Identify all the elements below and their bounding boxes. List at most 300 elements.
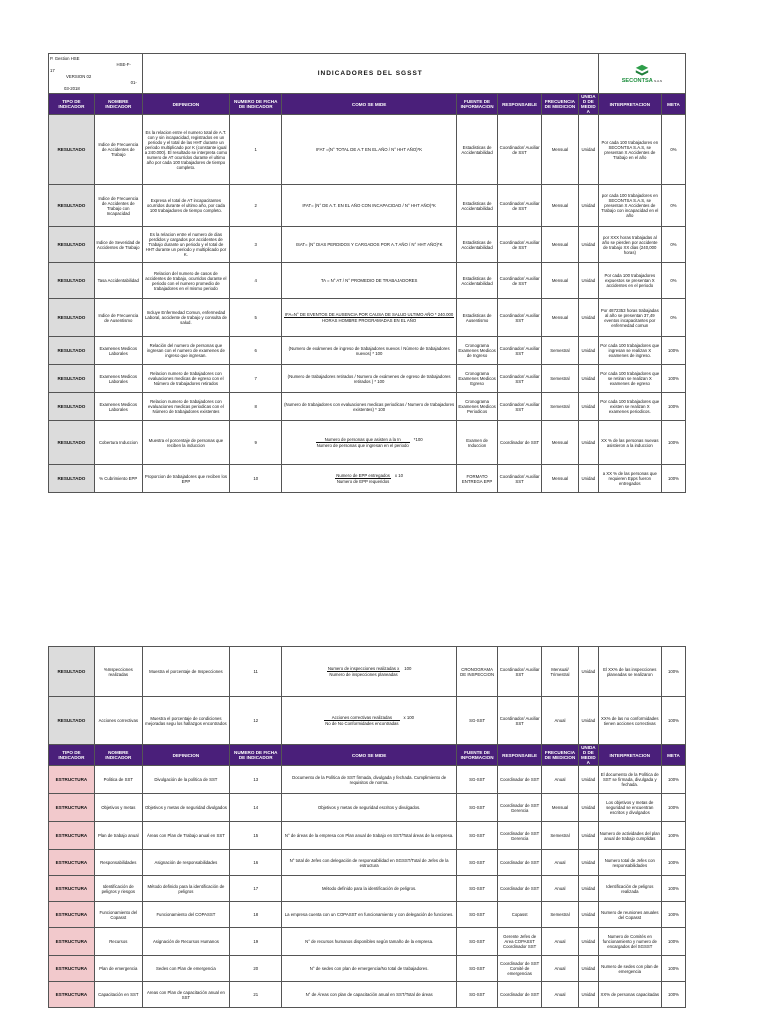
nombre-cell: Indice de Frecuencia de Ausentismo [94, 299, 142, 337]
ficha-cell: 20 [230, 956, 282, 982]
mide-cell: Documento de la Política de SST firmada, divulgada y fechada. Cumplimiento de requisitos de norma. [282, 766, 457, 794]
mide-cell [282, 697, 457, 745]
fuente-cell: FORMATO ENTREGA EPP [456, 465, 497, 493]
unidad-cell: Unidad [579, 822, 599, 850]
frecuencia-cell: Anual [541, 876, 578, 902]
definicion-cell: Relación del numero de personas que ingresan con el numero de examenes de ingreso que ingresan. [142, 337, 229, 365]
definicion-cell: Asignación de responsabilidades [142, 850, 229, 876]
nombre-cell: Examenes Medicos Laborales [94, 365, 142, 393]
fuente-cell: SG-SST [456, 794, 497, 822]
definicion-cell: Muestra el porcentaje de Inspecciones [142, 647, 229, 697]
meta-cell: 100% [661, 393, 685, 421]
mide-cell [282, 299, 456, 337]
tipo-cell: ESTRUCTURA [49, 766, 95, 794]
nombre-cell: Indice de Frecuencia de Accidentes de Trabajo con Incapacidad [94, 185, 142, 227]
col-meta: META [661, 94, 685, 115]
fuente-cell: Estadisticas de Ausentismo [456, 299, 497, 337]
col-tipo: TIPO DE INDICADOR [49, 94, 95, 115]
tipo-cell: RESULTADO [49, 421, 95, 465]
meta-cell: 100% [661, 956, 685, 982]
meta-cell: 100% [661, 647, 685, 697]
definicion-cell: Objetivos y metas de seguridad divulgados [142, 794, 229, 822]
responsable-cell: Coordinador/ Auxiliar SST [498, 465, 542, 493]
formula-factor: 100 [404, 666, 412, 671]
table-row [49, 263, 686, 299]
fuente-cell: SG-SST [456, 928, 497, 956]
tipo-cell: RESULTADO [49, 697, 95, 745]
unidad-cell: Unidad [578, 393, 598, 421]
responsable-cell: Coordinador de SST [498, 982, 542, 1008]
col-ficha: NUMERO DE FICHA DE INDICADOR [230, 94, 282, 115]
doc-date-2: 03-2018 [64, 86, 80, 91]
table-row [49, 876, 686, 902]
unidad-cell: Unidad [578, 263, 598, 299]
column-header-row-2 [49, 745, 686, 766]
tipo-cell: RESULTADO [49, 393, 95, 421]
col-interpretacion: INTERPRETACION [598, 94, 661, 115]
doc-code-2: 17 [50, 68, 55, 73]
mide-cell: N° de Áreas con plan de capacitación anual en SST/Total de áreas [282, 982, 457, 1008]
tipo-cell: RESULTADO [49, 263, 95, 299]
interpretacion-cell: Por cada 100 trabajadores expuestos se presentan X accidentes en el periodo [598, 263, 661, 299]
frecuencia-cell: Mensual [541, 115, 578, 185]
table-row [49, 902, 686, 928]
interpretacion-cell: por XXX horas trabajadas al año se pierden por accidente de trabajo XX dias (240,000 horas) [598, 227, 661, 263]
responsable-cell: Coordinador/ Auxiliar de SST [498, 263, 542, 299]
meta-cell: 0% [661, 263, 685, 299]
nombre-cell: Acciones correctivas [94, 697, 142, 745]
fuente-cell: SG-SST [456, 766, 497, 794]
meta-cell: 0% [661, 299, 685, 337]
col-responsable: RESPONSABLE [498, 94, 542, 115]
unidad-cell: Unidad [579, 794, 599, 822]
interpretacion-cell: Por cada 100 trabajadores que se retiran se realizan X examenes de egreso [598, 365, 661, 393]
definicion-cell: Muestra el porcentaje de personas que reciben la induccion [142, 421, 229, 465]
unidad-cell: Unidad [579, 956, 599, 982]
formula-factor: *100 [413, 437, 423, 442]
frecuencia-cell: Semestral [541, 902, 578, 928]
frecuencia-cell: Anual [541, 697, 578, 745]
meta-cell: 100% [661, 337, 685, 365]
doc-header-row [49, 54, 686, 94]
table-row [49, 956, 686, 982]
ficha-cell: 17 [230, 876, 282, 902]
tipo-cell: ESTRUCTURA [49, 982, 95, 1008]
unidad-cell: Unidad [578, 299, 598, 337]
table-row [49, 365, 686, 393]
doc-process: P. Gestion HSE [50, 56, 80, 61]
mide-cell: (Numero de exámenes de ingreso de trabajadores nuevos / Número de trabajadores nuevos) * 100 [282, 337, 456, 365]
mide-cell: Objetivos y metas de seguridad escritos y divulgados. [282, 794, 457, 822]
table-row [49, 697, 686, 745]
meta-cell: 0% [661, 185, 685, 227]
definicion-cell: Asignación de Recursos Humanos [142, 928, 229, 956]
table-row [49, 928, 686, 956]
definicion-cell: Divulgación de la política de SST [142, 766, 229, 794]
table-row [49, 850, 686, 876]
table-row [49, 393, 686, 421]
responsable-cell: Coordinador/ Auxiliar SST [498, 365, 542, 393]
unidad-cell: Unidad [578, 185, 598, 227]
unidad-cell: Unidad [578, 337, 598, 365]
table-row [49, 337, 686, 365]
mide-cell: N° total de Jefes con delegación de responsabilidad en SGSST/Total de Jefes de la estructura [282, 850, 457, 876]
formula-denominator: No de No Conformidades encontradas [325, 721, 399, 726]
formula-fraction [335, 473, 391, 484]
doc-meta [49, 54, 143, 94]
secontsa-logo-icon [634, 64, 650, 78]
nombre-cell: Politica de SST [94, 766, 142, 794]
indicators-table-page-2 [48, 646, 686, 1008]
unidad-cell: Unidad [578, 465, 598, 493]
frecuencia-cell: Anual [541, 850, 578, 876]
meta-cell: 100% [661, 850, 685, 876]
frecuencia-cell: Semestral [541, 393, 578, 421]
nombre-cell: %Inspecciones realizadas [94, 647, 142, 697]
ficha-cell: 3 [230, 227, 282, 263]
definicion-cell: Método definido para la identificación de peligros [142, 876, 229, 902]
interpretacion-cell: por cada 100 trabajadores en SECONTSA S.A.S, se presentan X Accidentes de Trabajo con incapacidad en el año [598, 185, 661, 227]
ficha-cell: 12 [230, 697, 282, 745]
doc-date-1: 01- [130, 80, 137, 85]
unidad-cell: Unidad [579, 902, 599, 928]
meta-cell: 100% [661, 697, 685, 745]
ficha-cell: 8 [230, 393, 282, 421]
responsable-cell: Coordinador/ Auxiliar SST [498, 697, 542, 745]
tipo-cell: RESULTADO [49, 227, 95, 263]
definicion-cell: Muestra el porcentaje de condiciones mejoradas segu los hallazgos encontrados [142, 697, 229, 745]
col-ficha: NUMERO DE FICHA DE INDICADOR [230, 745, 282, 766]
interpretacion-cell: Identificación de peligros realizada [598, 876, 661, 902]
ficha-cell: 4 [230, 263, 282, 299]
col-unidad: UNIDAD DE MEDIDA [578, 94, 598, 115]
responsable-cell: Coordinador/ Auxiliar SST [498, 299, 542, 337]
col-meta: META [661, 745, 685, 766]
table-row [49, 982, 686, 1008]
interpretacion-cell: XX% de personas capacitadas [598, 982, 661, 1008]
meta-cell: 0% [661, 115, 685, 185]
nombre-cell: Tasa Accidentabilidad [94, 263, 142, 299]
col-mide: COMO SE MIDE [282, 94, 456, 115]
ficha-cell: 6 [230, 337, 282, 365]
frecuencia-cell: Anual [541, 982, 578, 1008]
interpretacion-cell: Los objetivos y metas de seguridad se encuentran escritos y divulgados [598, 794, 661, 822]
mide-cell: N° de recursos humanos disponibles según tamaño de la empresa. [282, 928, 457, 956]
unidad-cell: Unidad [579, 647, 599, 697]
nombre-cell: Plan de emergencia [94, 956, 142, 982]
col-nombre: NOMBRE INDICADOR [94, 745, 142, 766]
tipo-cell: ESTRUCTURA [49, 822, 95, 850]
meta-cell: 100% [661, 421, 685, 465]
formula-denominator: Numero de personas que ingresan en el periodo [316, 443, 409, 448]
col-responsable: RESPONSABLE [498, 745, 542, 766]
tipo-cell: RESULTADO [49, 365, 95, 393]
meta-cell: 100% [661, 928, 685, 956]
definicion-cell: Áreas con Plan de Trabajo anual en SST [142, 822, 229, 850]
col-frecuencia: FRECUENCIA DE MEDICION [541, 745, 578, 766]
tipo-cell: RESULTADO [49, 647, 95, 697]
fuente-cell: SG-SST [456, 697, 497, 745]
meta-cell: 100% [661, 365, 685, 393]
table-row [49, 794, 686, 822]
responsable-cell: Coordinador/ Auxiliar SST [498, 393, 542, 421]
unidad-cell: Unidad [578, 115, 598, 185]
interpretacion-cell: Numero de Comités en funcionamiento y numero de encargados del SGSST [598, 928, 661, 956]
col-unidad: UNIDAD DE MEDIDA [579, 745, 599, 766]
mide-cell: N° de áreas de la empresa con Plan anual de trabajo en SST/Total áreas de la empresa. [282, 822, 457, 850]
mide-cell: (Numero de trabajadores con evaluaciones medicas periodicas / Numero de trabajadores existentes) * 100 [282, 393, 456, 421]
mide-cell: TA = N° AT / N° PROMEDIO DE TRABAJADORES [282, 263, 456, 299]
formula-fraction [316, 437, 410, 448]
ficha-cell: 1 [230, 115, 282, 185]
nombre-cell: Capacitación en SST [94, 982, 142, 1008]
definicion-cell: Proporcion de trabajadores que reciben los EPP [142, 465, 229, 493]
logo-cell [598, 54, 685, 94]
responsable-cell: Coordinador de SST [498, 876, 542, 902]
frecuencia-cell: Semestral [541, 822, 578, 850]
meta-cell: 100% [661, 822, 685, 850]
fuente-cell: Cronograma Examenes Medicos de Ingreso [456, 337, 497, 365]
nombre-cell: Funcionamiento del Copasst [94, 902, 142, 928]
definicion-cell: Incluye Enfermedad Comun, enfermedad Laboral, accidente de trabajo y consulta de salud. [142, 299, 229, 337]
mide-cell: N° de sedes con plan de emergencia/No total de trabajadores. [282, 956, 457, 982]
fuente-cell: SG-SST [456, 956, 497, 982]
mide-cell: IFAT= (N° DE A.T. EN EL AÑO CON INCAPACIDAD / N° HHT AÑO)*K [282, 185, 456, 227]
responsable-cell: Coordinador/ Auxiliar SST [498, 337, 542, 365]
col-definicion: DEFINICION [142, 745, 229, 766]
responsable-cell: Coordinador/ Auxiliar de SST [498, 227, 542, 263]
fuente-cell: SG-SST [456, 850, 497, 876]
tipo-cell: ESTRUCTURA [49, 928, 95, 956]
formula-denominator: Numero de EPP requeridos [336, 479, 390, 484]
mide-cell [282, 647, 457, 697]
frecuencia-cell: Anual [541, 956, 578, 982]
interpretacion-cell: Por cada 100 trabajadores que ingresan se realizan X examenes de ingreso. [598, 337, 661, 365]
table-row [49, 185, 686, 227]
fuente-cell: SG-SST [456, 982, 497, 1008]
definicion-cell: Sedes con Plan de emergencia [142, 956, 229, 982]
unidad-cell: Unidad [579, 876, 599, 902]
col-fuente: FUENTE DE INFORMACION [456, 745, 497, 766]
tipo-cell: ESTRUCTURA [49, 956, 95, 982]
definicion-cell: Relacion del numero de casos de accidentes de trabajo, ocurridos durante el periodo con el numero promedio de trabajadores en el mismo periodo [142, 263, 229, 299]
doc-code: HSE-F- [116, 62, 131, 67]
formula-numerator: Numero de EPP entregados [336, 473, 390, 478]
frecuencia-cell: Mensual/ Trimestral [541, 647, 578, 697]
col-mide: COMO SE MIDE [282, 745, 457, 766]
meta-cell: 0% [661, 227, 685, 263]
responsable-cell: Coordinador/ Auxiliar SST [498, 647, 542, 697]
col-fuente: FUENTE DE INFORMACION [456, 94, 497, 115]
interpretacion-cell: El XX% de las inspecciones planeadas se realizaron [598, 647, 661, 697]
frecuencia-cell: Anual [541, 928, 578, 956]
responsable-cell: Gerente Jefes de Area COPASST Coordinador SST [498, 928, 542, 956]
nombre-cell: Responsabilidades [94, 850, 142, 876]
nombre-cell: Recursos [94, 928, 142, 956]
tipo-cell: RESULTADO [49, 465, 95, 493]
nombre-cell: Identificación de peligros y riesgos [94, 876, 142, 902]
doc-version: VERSION 02 [66, 74, 92, 79]
nombre-cell: Indice de Severidad de Accidentes de Trabajo [94, 227, 142, 263]
meta-cell: 100% [661, 766, 685, 794]
unidad-cell: Unidad [578, 365, 598, 393]
frecuencia-cell: Anual [541, 766, 578, 794]
ficha-cell: 19 [230, 928, 282, 956]
ficha-cell: 13 [230, 766, 282, 794]
definicion-cell: Es la relacion entre el numero total de A.T. con y sin incapacidad, registrados en un periodo y el total de las HHT durante un periodo multiplicado por K (constante igual a 240.000). El resultado se interpreta como numero de AT ocurridos durante el ultimo año por cada 100 trabajadores de tiempo completo. [142, 115, 229, 185]
frecuencia-cell: Mensual [541, 421, 578, 465]
interpretacion-cell: Por cada 100 trabajadores en SECONTSA S.A.S, se presentan X Accidentes de Trabajo en el año [598, 115, 661, 185]
definicion-cell: Relacion numero de trabajadores con evaluaciones medicas periodicas con el Número de trabajadores existentes [142, 393, 229, 421]
interpretacion-cell: XX % de las personas nuevas asistieron a la induccion [598, 421, 661, 465]
col-frecuencia: FRECUENCIA DE MEDICION [541, 94, 578, 115]
definicion-cell: Expresa el total de AT incapacitantes ocurridos durante el ultimo año, por cada 100 trabajadores de tiempo completo. [142, 185, 229, 227]
table-row [49, 766, 686, 794]
formula-numerator: Numero de inspecciones realizadas x [327, 666, 400, 671]
unidad-cell: Unidad [579, 850, 599, 876]
unidad-cell: Unidad [579, 766, 599, 794]
fuente-cell: SG-SST [456, 876, 497, 902]
nombre-cell: Objetivos y metas [94, 794, 142, 822]
definicion-cell: Funcionamiento del COPASST [142, 902, 229, 928]
interpretacion-cell: Numero de reuniones anuales del Copasst [598, 902, 661, 928]
meta-cell: 100% [661, 902, 685, 928]
ficha-cell: 16 [230, 850, 282, 876]
ficha-cell: 15 [230, 822, 282, 850]
table-row [49, 115, 686, 185]
tipo-cell: RESULTADO [49, 337, 95, 365]
nombre-cell: % Cubrimiento EPP [94, 465, 142, 493]
col-nombre: NOMBRE INDICADOR [94, 94, 142, 115]
interpretacion-cell: El documento de la Política de SST se firmada, divulgada y fechada. [598, 766, 661, 794]
frecuencia-cell: Mensual [541, 465, 578, 493]
interpretacion-cell: Numero de sedes con plan de emergencia [598, 956, 661, 982]
responsable-cell: Coordinador de SST Gerencia [498, 794, 542, 822]
tipo-cell: RESULTADO [49, 185, 95, 227]
doc-title: INDICADORES DEL SGSST [142, 54, 598, 94]
mide-cell: Método definido para la identificación de peligros. [282, 876, 457, 902]
mide-cell [282, 421, 456, 465]
column-header-row [49, 94, 686, 115]
meta-cell: 100% [661, 982, 685, 1008]
table-row [49, 822, 686, 850]
fuente-cell: Cronograma Examenes Medicos Periodicos [456, 393, 497, 421]
tipo-cell: ESTRUCTURA [49, 794, 95, 822]
unidad-cell: Unidad [579, 928, 599, 956]
mide-cell: IFAT =(N° TOTAL DE A.T EN EL AÑO / N° HHT AÑO)*K [282, 115, 456, 185]
frecuencia-cell: Mensual [541, 794, 578, 822]
frecuencia-cell: Semestral [541, 365, 578, 393]
mide-cell: (Numero de trabajadores retirados / Numero de exámenes de egreso de trabajadores retirados ) * 100 [282, 365, 456, 393]
responsable-cell: Coordinador/ Auxiliar de SST [498, 115, 542, 185]
fuente-cell: Estadisticas de Accidentabilidad [456, 227, 497, 263]
unidad-cell: Unidad [578, 227, 598, 263]
fuente-cell: Estadisticas de Accidentabilidad [456, 263, 497, 299]
tipo-cell: ESTRUCTURA [49, 850, 95, 876]
interpretacion-cell: XX% de las no conformidades tienen acciones correctivas [598, 697, 661, 745]
nombre-cell: Plan de trabajo anual [94, 822, 142, 850]
tipo-cell: RESULTADO [49, 115, 95, 185]
frecuencia-cell: Mensual [541, 299, 578, 337]
meta-cell: 100% [661, 794, 685, 822]
fuente-cell: Cronograma Examenes Medicos Egreso [456, 365, 497, 393]
definicion-cell: Areas con Plan de capacitación anual en SST [142, 982, 229, 1008]
fuente-cell: Examen de Induccion [456, 421, 497, 465]
responsable-cell: Coordinador de SST [498, 850, 542, 876]
nombre-cell: Indice de Frecuencia de Accidentes de Trabajo [94, 115, 142, 185]
interpretacion-cell: Numero de actividades del plan anual de trabajo cumplidas [598, 822, 661, 850]
table-row [49, 647, 686, 697]
tipo-cell: RESULTADO [49, 299, 95, 337]
table-row [49, 465, 686, 493]
formula-numerator: Numero de personas que asisten a la In [316, 437, 410, 443]
meta-cell: 100% [661, 465, 685, 493]
ficha-cell: 2 [230, 185, 282, 227]
frecuencia-cell: Semestral [541, 337, 578, 365]
interpretacion-cell: Numero total de Jefes con responsabilidades [598, 850, 661, 876]
tipo-cell: ESTRUCTURA [49, 902, 95, 928]
interpretacion-cell: a XX % de las personas que requieren Epps fueron entregados [598, 465, 661, 493]
responsable-cell: Coordinador de SST [498, 421, 542, 465]
unidad-cell: Unidad [579, 982, 599, 1008]
logo-text: SECONTSA S.A.S [621, 77, 662, 84]
nombre-cell: Cobertura Induccion [94, 421, 142, 465]
mide-cell: La empresa cuenta con un COPASST en funcionamiento y con delegación de funciones. [282, 902, 457, 928]
ficha-cell: 5 [230, 299, 282, 337]
fuente-cell: Estadisticas de Accidentabilidad [456, 115, 497, 185]
formula-denominator: Numero de inspecciones planeadas [329, 672, 398, 677]
frecuencia-cell: Mensual [541, 227, 578, 263]
ficha-cell: 14 [230, 794, 282, 822]
fuente-cell: CRONOGRAMA DE INSPECCION [456, 647, 497, 697]
formula-fraction [324, 715, 399, 726]
formula-numerator: Acciones correctivas realizadas [324, 715, 399, 721]
interpretacion-cell: Por cada 100 trabajadores que existen se realizan X examenes periodicos. [598, 393, 661, 421]
mide-cell: ISAT= (N° DIAS PERDIDOS Y CARGADOS POR A.T AÑO / N° HHT AÑO)*K [282, 227, 456, 263]
frecuencia-cell: Mensual [541, 263, 578, 299]
indicators-table-page-1 [48, 53, 686, 493]
ficha-cell: 11 [230, 647, 282, 697]
fuente-cell: SG-SST [456, 902, 497, 928]
formula-factor: x 10 [394, 473, 404, 478]
responsable-cell: Coordinador de SST [498, 766, 542, 794]
formula-denominator: HORAS HOMBRE PROGRAMADAS EN EL AÑO [322, 318, 417, 323]
tipo-cell: ESTRUCTURA [49, 876, 95, 902]
ficha-cell: 21 [230, 982, 282, 1008]
table-row [49, 421, 686, 465]
col-interpretacion: INTERPRETACION [598, 745, 661, 766]
formula-fraction [327, 666, 400, 677]
table-row [49, 227, 686, 263]
col-tipo: TIPO DE INDICADOR [49, 745, 95, 766]
responsable-cell: Copasst [498, 902, 542, 928]
fuente-cell: SG-SST [456, 822, 497, 850]
interpretacion-cell: Por 4872353 horas trabajadas al año se presentan 37,49 eventos incapacitantes por enfermedad comun [598, 299, 661, 337]
responsable-cell: Coordinador/ Auxiliar de SST [498, 185, 542, 227]
definicion-cell: Relacion numero de trabajadores con evaluaciones medicas de egreso con el Número de trabajadores retirados [142, 365, 229, 393]
ficha-cell: 18 [230, 902, 282, 928]
formula-numerator: IFA=N° DE EVENTOS DE AUSENCIA POR CAUSA DE SALUD ULTIMO AÑO * 240.000 [284, 312, 454, 317]
mide-cell [282, 465, 456, 493]
nombre-cell: Examenes Medicos Laborales [94, 337, 142, 365]
meta-cell: 100% [661, 876, 685, 902]
ficha-cell: 7 [230, 365, 282, 393]
col-definicion: DEFINICION [142, 94, 229, 115]
definicion-cell: Es la relacion entre el numero de dias perdidos y cargados por accidentes de Trabajo durante un periodo y el total de HHT durante un periodo y multiplicado por K. [142, 227, 229, 263]
ficha-cell: 9 [230, 421, 282, 465]
unidad-cell: Unidad [579, 697, 599, 745]
table-row [49, 299, 686, 337]
